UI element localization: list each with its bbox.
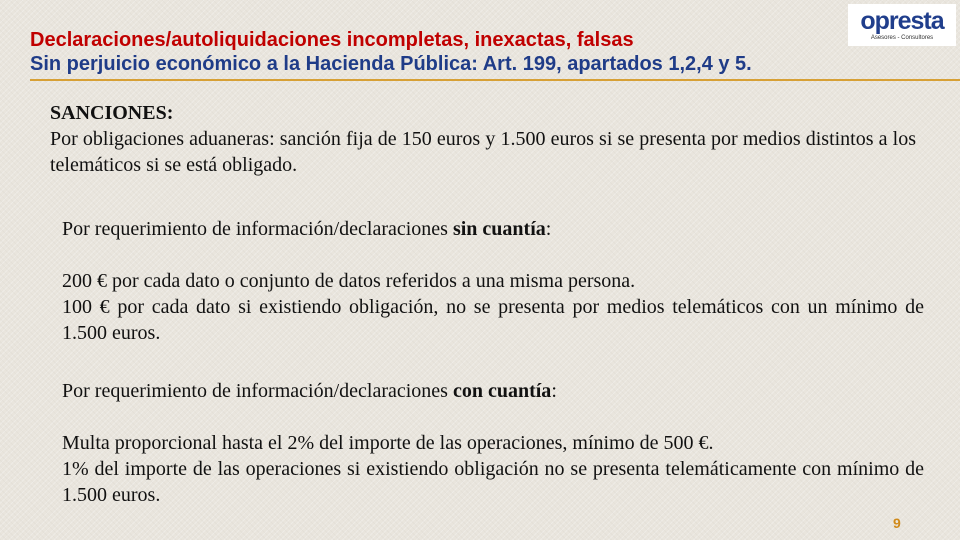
sin-cuantia-intro-text: Por requerimiento de información/declaraciones bbox=[62, 218, 453, 240]
header-divider bbox=[30, 79, 960, 81]
con-cuantia-section bbox=[62, 378, 924, 508]
slide-title-line2: Sin perjuicio económico a la Hacienda Pública: Art. 199, apartados 1,2,4 y 5. bbox=[30, 53, 752, 75]
con-cuantia-bold: con cuantía bbox=[452, 380, 552, 402]
con-cuantia-intro-text: Por requerimiento de información/declaraciones bbox=[62, 380, 453, 402]
sanciones-heading: SANCIONES: bbox=[50, 102, 174, 124]
page-number: 9 bbox=[893, 515, 901, 531]
sin-cuantia-colon: : bbox=[545, 218, 552, 240]
sin-cuantia-item1: 200 € por cada dato o conjunto de datos referidos a una misma persona. bbox=[62, 270, 636, 292]
logo-tagline: Asesores - Consultores bbox=[870, 34, 934, 41]
sanciones-text: Por obligaciones aduaneras: sanción fija de 150 euros y 1.500 euros si se presenta por medios distintos a los telemáticos si se está obligado. bbox=[50, 128, 916, 176]
company-logo bbox=[848, 4, 956, 46]
sin-cuantia-intro bbox=[62, 216, 924, 242]
sin-cuantia-item2: 100 € por cada dato si existiendo obligación, no se presenta por medios telemáticos con un mínimo de 1.500 euros. bbox=[62, 296, 924, 344]
con-cuantia-item2: 1% del importe de las operaciones si existiendo obligación no se presenta telemáticamente con mínimo de 1.500 euros. bbox=[62, 458, 924, 506]
slide-header bbox=[30, 28, 850, 76]
con-cuantia-intro bbox=[62, 378, 924, 404]
con-cuantia-colon: : bbox=[551, 380, 557, 402]
slide-title-line1: Declaraciones/autoliquidaciones incompletas, inexactas, falsas bbox=[30, 29, 634, 51]
sin-cuantia-section bbox=[62, 216, 924, 346]
con-cuantia-item1: Multa proporcional hasta el 2% del importe de las operaciones, mínimo de 500 €. bbox=[62, 432, 714, 454]
logo-wordmark: opresta bbox=[860, 6, 944, 35]
sin-cuantia-bold: sin cuantía bbox=[452, 218, 546, 240]
sanciones-section bbox=[50, 100, 916, 178]
